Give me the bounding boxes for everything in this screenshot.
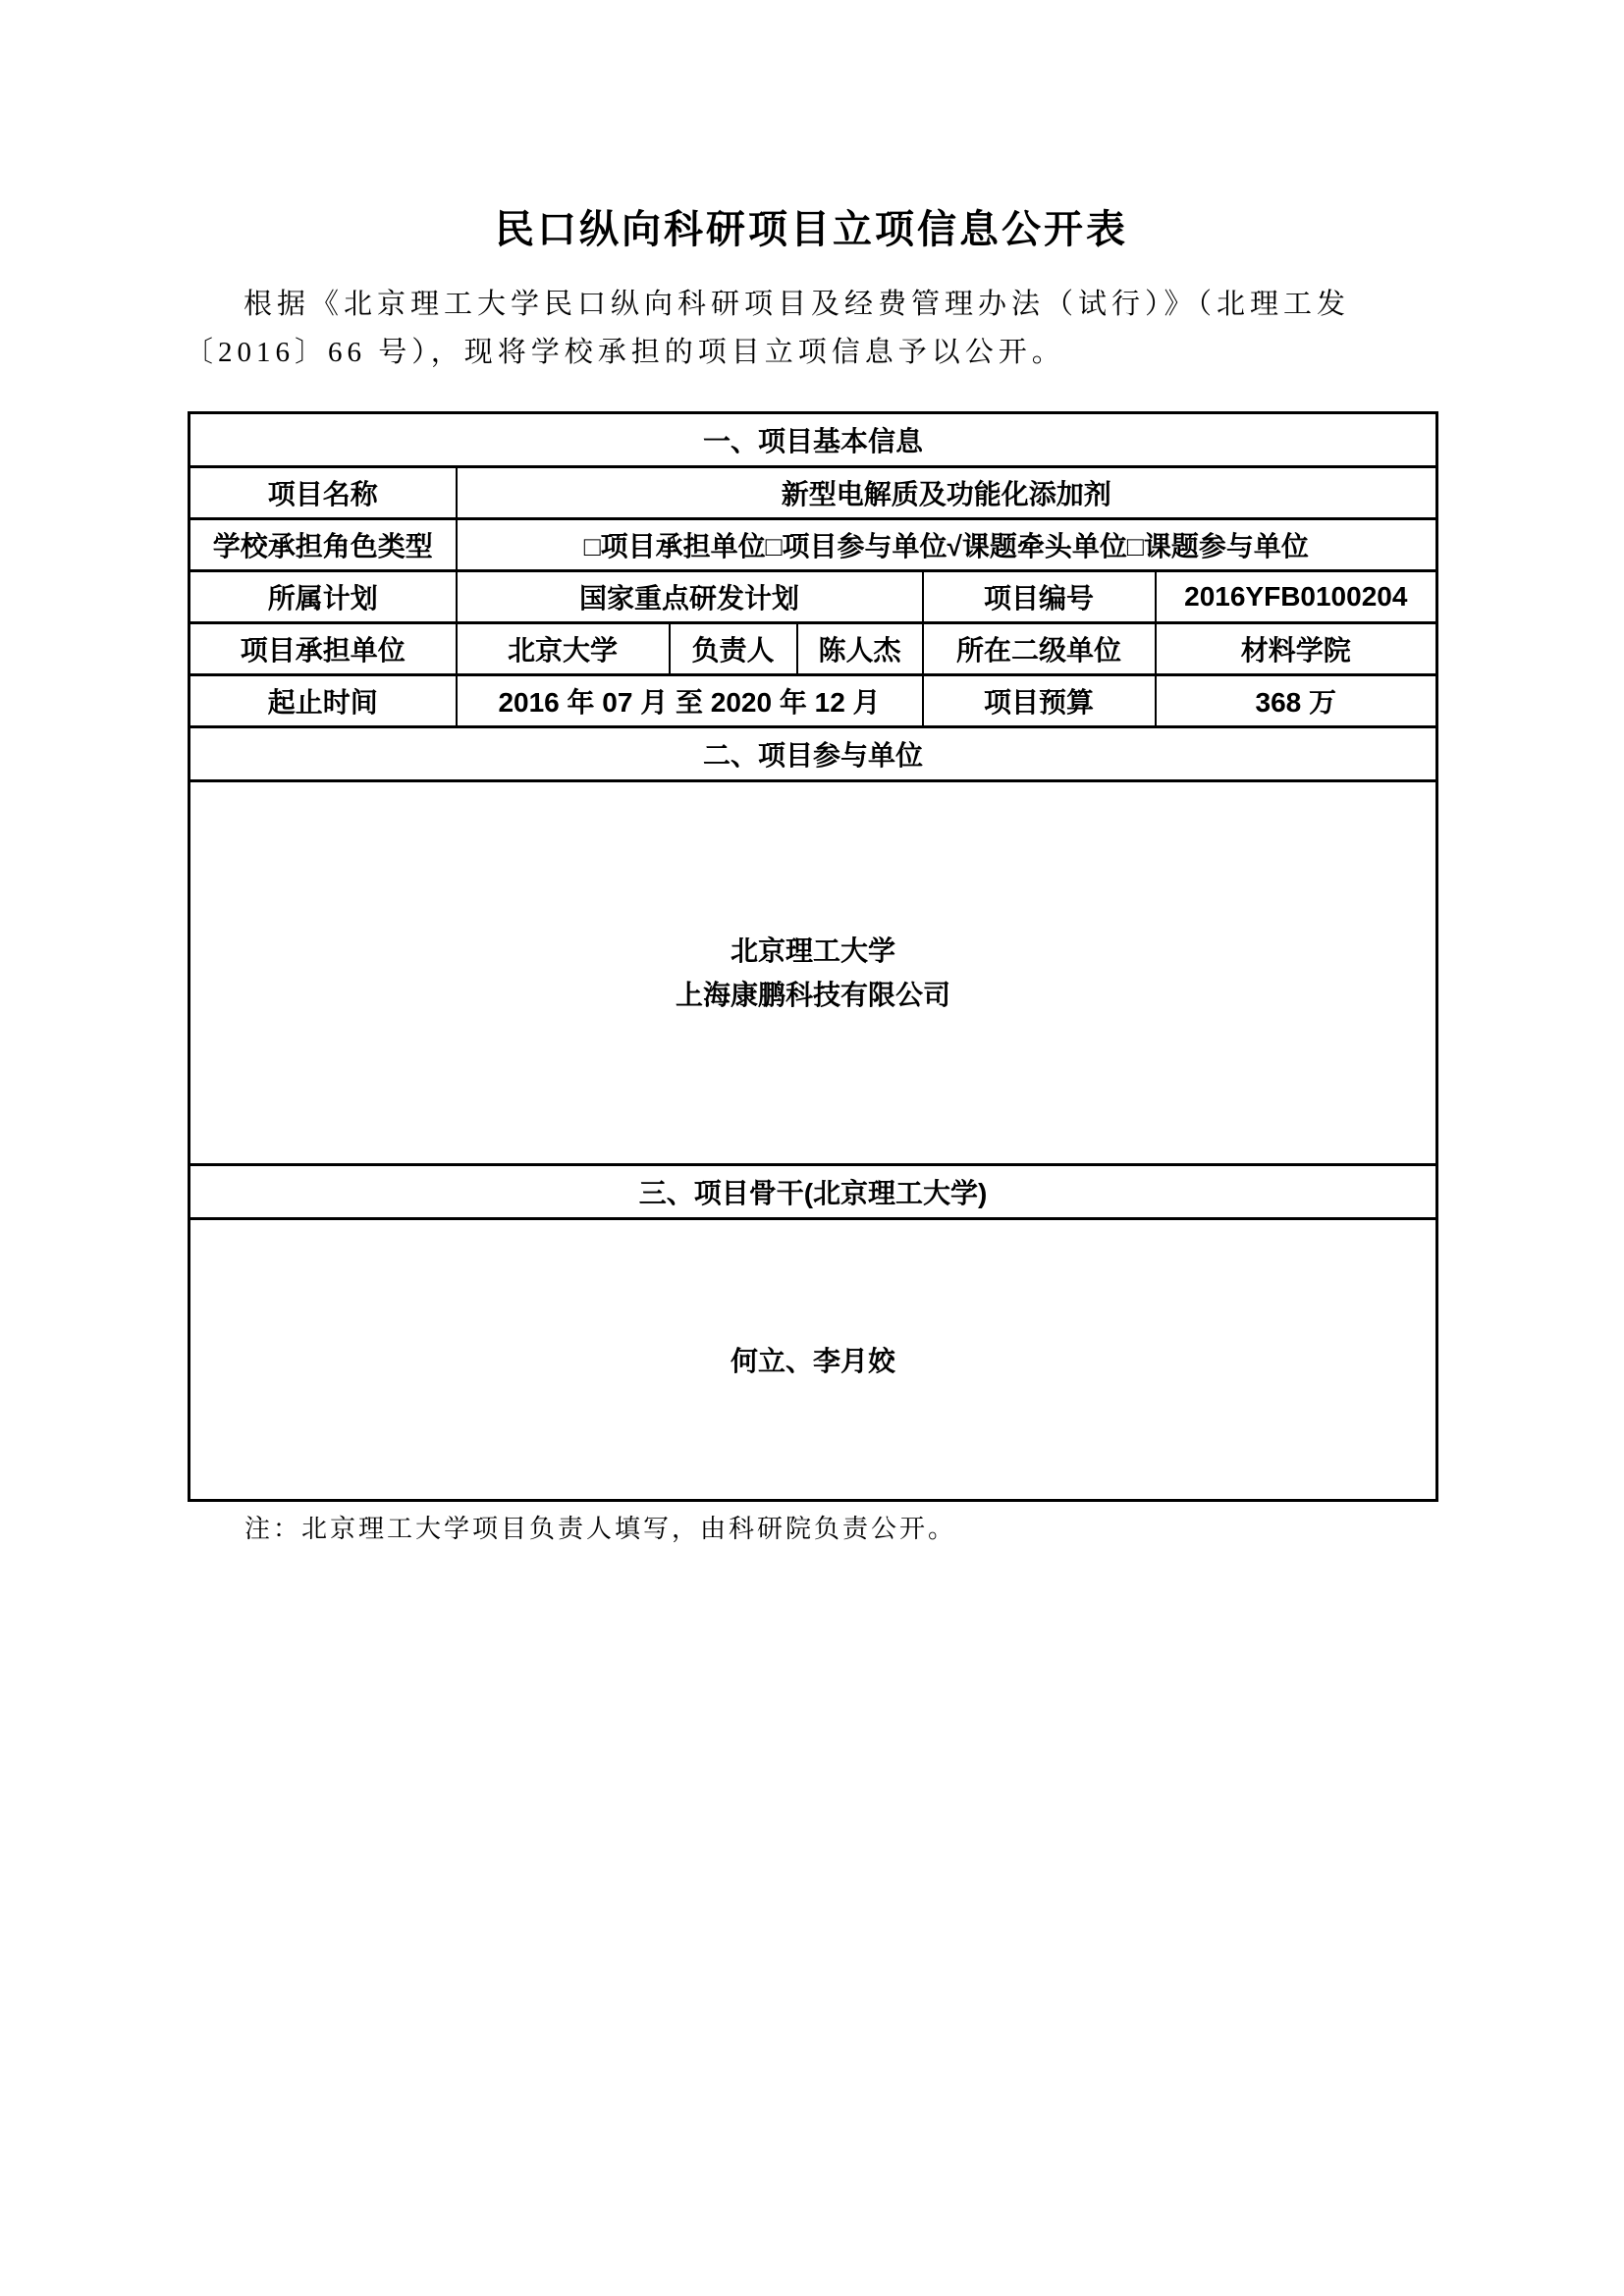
undertaker-label-cell: 项目承担单位 <box>189 623 457 675</box>
secondary-unit-label-cell: 所在二级单位 <box>923 623 1156 675</box>
project-no-value-cell: 2016YFB0100204 <box>1156 571 1437 623</box>
section2-header-cell: 二、项目参与单位 <box>189 727 1437 781</box>
project-no-label-cell: 项目编号 <box>923 571 1156 623</box>
page-title: 民口纵向科研项目立项信息公开表 <box>495 208 1128 251</box>
plan-label-cell: 所属计划 <box>189 571 457 623</box>
participant-line: 北京理工大学 <box>731 935 896 966</box>
intro-paragraph <box>185 281 1443 377</box>
leader-value-cell: 陈人杰 <box>797 623 923 675</box>
section1-header-cell: 一、项目基本信息 <box>189 413 1437 467</box>
intro-line-2: 〔2016〕66 号），现将学校承担的项目立项信息予以公开。 <box>185 337 1065 368</box>
section3-header-cell: 三、项目骨干(北京理工大学) <box>189 1165 1437 1219</box>
plan-value-cell: 国家重点研发计划 <box>457 571 923 623</box>
budget-value-cell: 368 万 <box>1156 675 1437 727</box>
project-name-value-cell: 新型电解质及功能化添加剂 <box>457 467 1437 519</box>
participants-cell <box>189 781 1437 1165</box>
secondary-unit-value-cell: 材料学院 <box>1156 623 1437 675</box>
footnote: 注：北京理工大学项目负责人填写，由科研院负责公开。 <box>244 1515 957 1543</box>
role-type-label-cell: 学校承担角色类型 <box>189 519 457 571</box>
participant-line: 上海康鹏科技有限公司 <box>676 980 951 1010</box>
intro-line-1: 根据《北京理工大学民口纵向科研项目及经费管理办法（试行）》（北理工发 <box>244 289 1351 320</box>
undertaker-value-cell: 北京大学 <box>457 623 670 675</box>
leader-label-cell: 负责人 <box>670 623 797 675</box>
project-info-table <box>188 411 1438 1502</box>
budget-label-cell: 项目预算 <box>923 675 1156 727</box>
role-type-value-cell: □项目承担单位□项目参与单位√课题牵头单位□课题参与单位 <box>457 519 1437 571</box>
project-name-label-cell: 项目名称 <box>189 467 457 519</box>
duration-value-cell: 2016 年 07 月 至 2020 年 12 月 <box>457 675 923 727</box>
duration-label-cell: 起止时间 <box>189 675 457 727</box>
key-members-cell: 何立、李月姣 <box>189 1219 1437 1501</box>
